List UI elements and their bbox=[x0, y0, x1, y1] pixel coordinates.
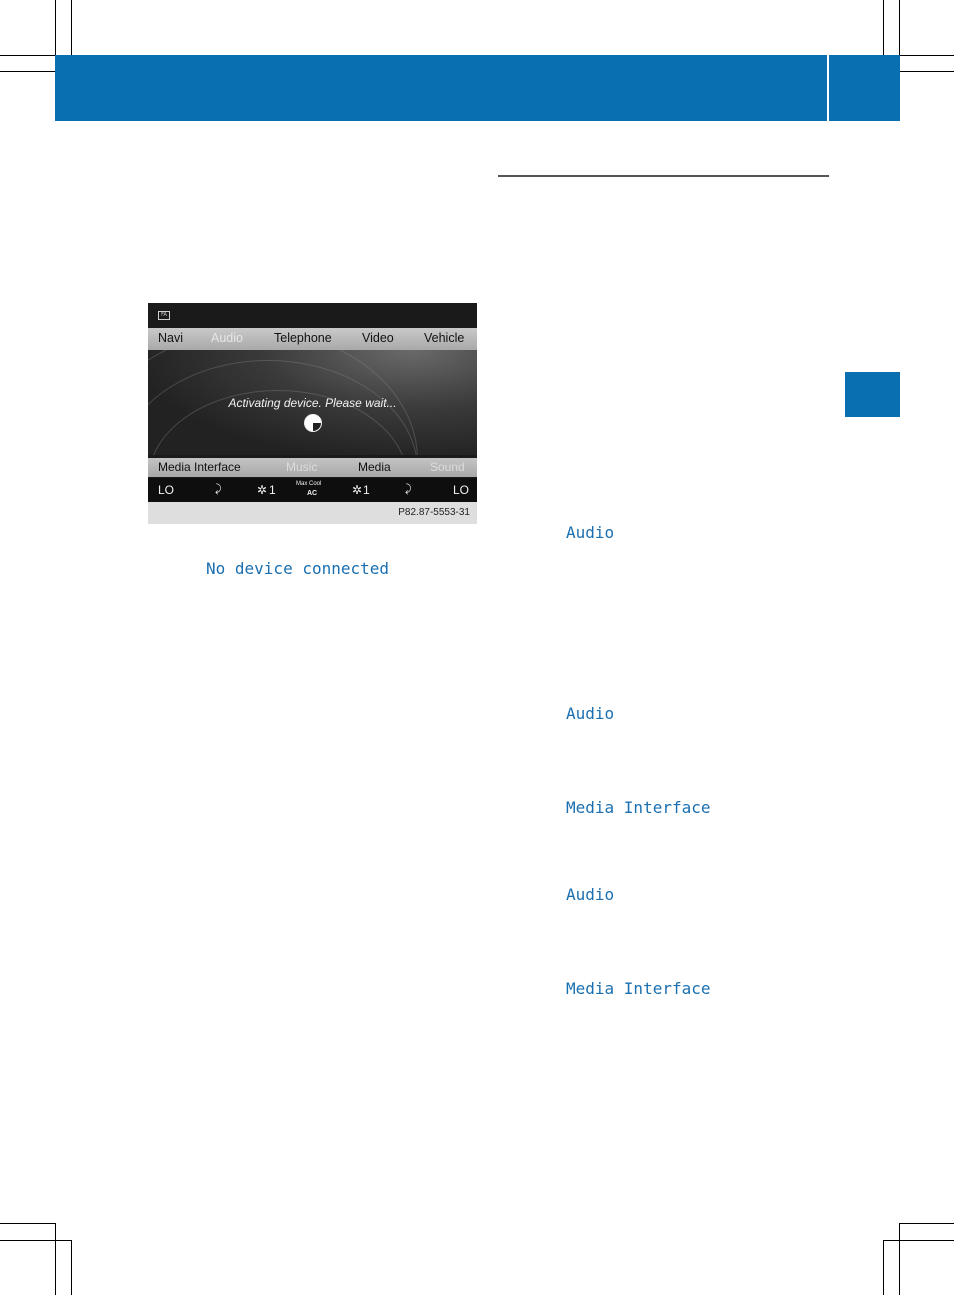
left-airflow-icon[interactable]: ⤸ bbox=[215, 483, 222, 495]
header-divider bbox=[827, 55, 829, 121]
crop-mark bbox=[883, 1240, 954, 1241]
audio-menu-reference-1: Audio bbox=[566, 523, 615, 542]
device-screen bbox=[148, 303, 477, 524]
crop-mark bbox=[883, 0, 884, 55]
menu-item-audio[interactable]: Audio bbox=[211, 331, 243, 345]
display-area bbox=[148, 350, 477, 455]
menu-item-vehicle[interactable]: Vehicle bbox=[424, 331, 465, 345]
crop-mark bbox=[899, 1223, 954, 1224]
crop-mark bbox=[0, 55, 55, 56]
climate-bar bbox=[148, 478, 477, 502]
left-fan-level: 1 bbox=[269, 483, 276, 497]
submenu-item-sound[interactable]: Sound bbox=[430, 460, 465, 474]
max-cool-label[interactable]: Max Cool bbox=[296, 481, 322, 487]
left-fan-icon[interactable]: ✲ bbox=[257, 483, 268, 497]
crop-mark bbox=[899, 1223, 900, 1295]
header-bar bbox=[55, 55, 900, 121]
crop-mark bbox=[0, 1240, 71, 1241]
media-interface-reference-2: Media Interface bbox=[566, 979, 711, 998]
right-fan-icon[interactable]: ✲ bbox=[352, 483, 363, 497]
side-chapter-tab bbox=[845, 372, 900, 417]
crop-mark bbox=[71, 0, 72, 55]
crop-mark bbox=[55, 0, 56, 55]
right-fan-level: 1 bbox=[363, 483, 370, 497]
crop-mark bbox=[55, 1223, 56, 1295]
submenu-item-music[interactable]: Music bbox=[286, 460, 318, 474]
audio-menu-reference-2: Audio bbox=[566, 704, 615, 723]
image-caption-bar bbox=[148, 502, 477, 524]
ac-button[interactable]: AC bbox=[307, 490, 318, 497]
submenu-item-media-interface[interactable]: Media Interface bbox=[158, 460, 241, 474]
crop-mark bbox=[0, 71, 55, 72]
section-rule bbox=[498, 175, 829, 177]
main-menu bbox=[148, 328, 477, 350]
activating-status-text: Activating device. Please wait... bbox=[228, 396, 397, 410]
sub-menu bbox=[148, 458, 477, 477]
screen-status-bar bbox=[148, 303, 477, 328]
menu-item-video[interactable]: Video bbox=[362, 331, 394, 345]
fa-icon: FA bbox=[158, 311, 170, 320]
submenu-item-media[interactable]: Media bbox=[358, 460, 391, 474]
audio-menu-reference-3: Audio bbox=[566, 885, 615, 904]
image-code: P82.87-5553-31 bbox=[398, 507, 470, 518]
crop-mark bbox=[883, 1240, 884, 1295]
loading-spinner-icon bbox=[304, 414, 322, 432]
crop-mark bbox=[0, 1223, 55, 1224]
media-interface-reference-1: Media Interface bbox=[566, 798, 711, 817]
right-temperature[interactable]: LO bbox=[453, 483, 470, 497]
menu-item-navi[interactable]: Navi bbox=[158, 331, 184, 345]
crop-mark bbox=[899, 0, 900, 55]
no-device-connected-text: No device connected bbox=[206, 559, 390, 578]
crop-mark bbox=[900, 71, 954, 72]
crop-mark bbox=[900, 55, 954, 56]
crop-mark bbox=[71, 1240, 72, 1295]
menu-item-telephone[interactable]: Telephone bbox=[274, 331, 332, 345]
right-airflow-icon[interactable]: ⤸ bbox=[405, 483, 412, 495]
left-temperature[interactable]: LO bbox=[158, 483, 175, 497]
